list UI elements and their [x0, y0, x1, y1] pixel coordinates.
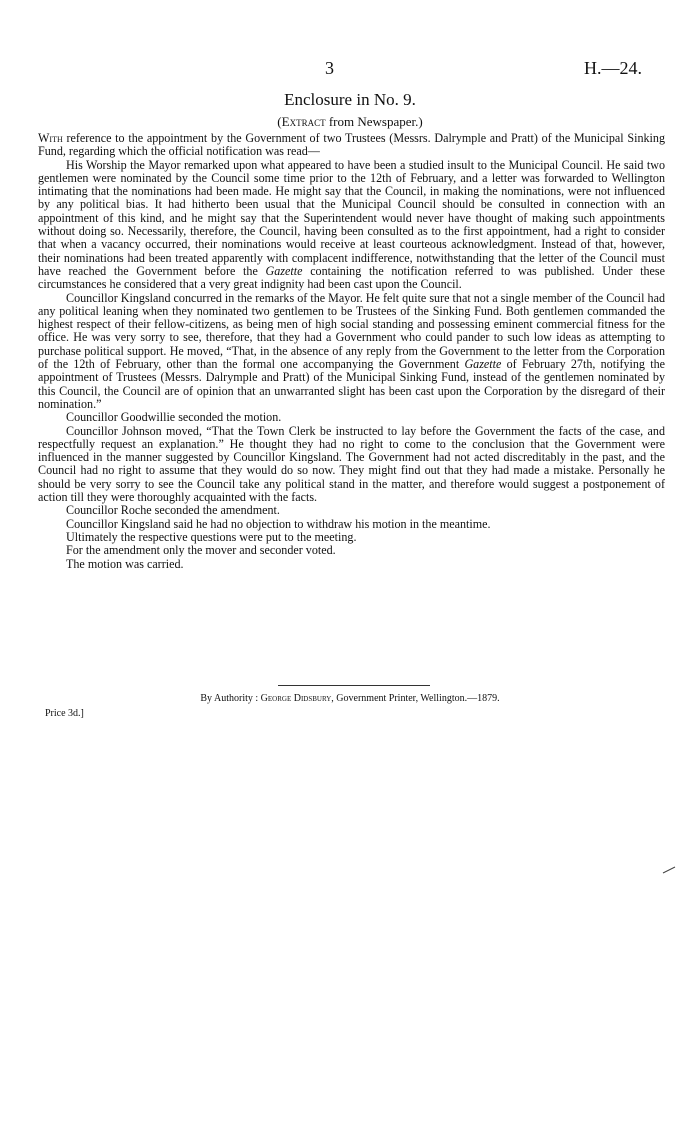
paragraph-questions: Ultimately the respective questions were put to the meeting.: [66, 529, 357, 544]
paragraph-text-after: containing the notification referred to was published. Under these circumstances he considered that a very great indignity had been cast upon the Council.: [38, 263, 665, 292]
paragraph-vote: For the amendment only the mover and seconder voted.: [66, 543, 336, 558]
subtitle-open: (: [277, 114, 282, 129]
paragraph-johnson: Councillor Johnson moved, “That the Town Clerk be instructed to lay before the Government the facts of the case, and respectfully request an explanation.” He thought they had no right to come to the conclusion that the Government were influenced in the manner suggested by Councillor Kingsland. The Government had not acted discreditably in the past, and the Council had no right to assume that they would do so now. They might find out that they had made a mistake. Personally he should be very sorry to see the Council take any political stand in the matter, and therefore would suggest a postponement of action till they were thoroughly acquainted with the facts.: [38, 423, 665, 505]
paragraph-italic: Gazette: [265, 263, 303, 278]
paragraph-kingsland: [38, 292, 665, 412]
footer-divider: [278, 685, 430, 686]
paragraph-text-after: of February 27th, notifying the appointment of Trustees (Messrs. Dalrymple and Pratt) of the Municipal Sinking Fund, instead of the gentlemen nominated by this Council, the Council are of opinion that an unwarranted slight has been cast upon the Corporation by the disregard of their nomination.”: [38, 357, 665, 411]
paragraph-roche: Councillor Roche seconded the amendment.: [66, 503, 280, 518]
printer-imprint: [0, 693, 700, 704]
page-number: 3: [325, 58, 334, 78]
printer-name: George Didsbury: [260, 693, 332, 704]
paragraph-text: His Worship the Mayor remarked upon what appeared to have been a studied insult to the Municipal Council. He said two gentlemen were nominated by the Council some time prior to the 12th of February, and a letter was forwarded to Wellington intimating that the nominations had been made. He might say that the Council, in making the nominations, were not influenced by any political bias. It had hitherto been usual that the Municipal Council should be consulted in connection with an appointment of this kind, and he might say that the Superintendent would never have thought of making such appointments without doing so. Necessarily, therefore, the Council, having been consulted as to the first appointment, had a right to consider that when a vacancy occurred, their nominations would receive at least courteous acknowledgment. Instead of that, however, their nominations had been treated apparently with complacent indifference, notwithstanding that the letter of the Council must have reached the Government before the: [38, 157, 665, 278]
paragraph-intro: [38, 132, 665, 159]
paragraph-lead: With: [38, 131, 63, 145]
paragraph-result: The motion was carried.: [66, 556, 184, 571]
enclosure-title: Enclosure in No. 9.: [284, 90, 416, 109]
imprint-prefix: By Authority :: [200, 693, 261, 704]
paragraph-mayor: [38, 159, 665, 292]
price-note: Price 3d.]: [45, 708, 84, 719]
document-reference: H.—24.: [584, 58, 642, 78]
pen-mark-icon: [662, 866, 676, 874]
subtitle-extract: Extract: [281, 114, 326, 129]
enclosure-subtitle: [0, 114, 700, 130]
paragraph-text: reference to the appointment by the Government of two Trustees (Messrs. Dalrymple and Pratt) of the Municipal Sinking Fund, regarding which the official notification was read—: [38, 131, 665, 159]
paragraph-goodwillie: Councillor Goodwillie seconded the motion.: [66, 410, 282, 425]
paragraph-withdraw: Councillor Kingsland said he had no objection to withdraw his motion in the meantime.: [66, 516, 491, 531]
imprint-suffix: , Government Printer, Wellington.—1879.: [331, 693, 500, 704]
paragraph-text: Councillor Kingsland concurred in the remarks of the Mayor. He felt quite sure that not a single member of the Council had any political leaning when they nominated two gentlemen to be Trustees of the Sinking Fund. Both gentlemen commanded the highest respect of their fellow-citizens, as being men of high social standing and possessing eminent commercial fitness for the office. He was very sorry to see, therefore, that they had a Government who could pander to such low ideas as attempting to purchase political support. He moved, “That, in the absence of any reply from the Government to the letter from the Corporation of the 12th of February, other than the formal one accompanying the Government: [38, 290, 665, 372]
subtitle-rest: from Newspaper.): [325, 114, 423, 129]
article-body: [38, 132, 665, 571]
paragraph-italic: Gazette: [464, 357, 502, 372]
